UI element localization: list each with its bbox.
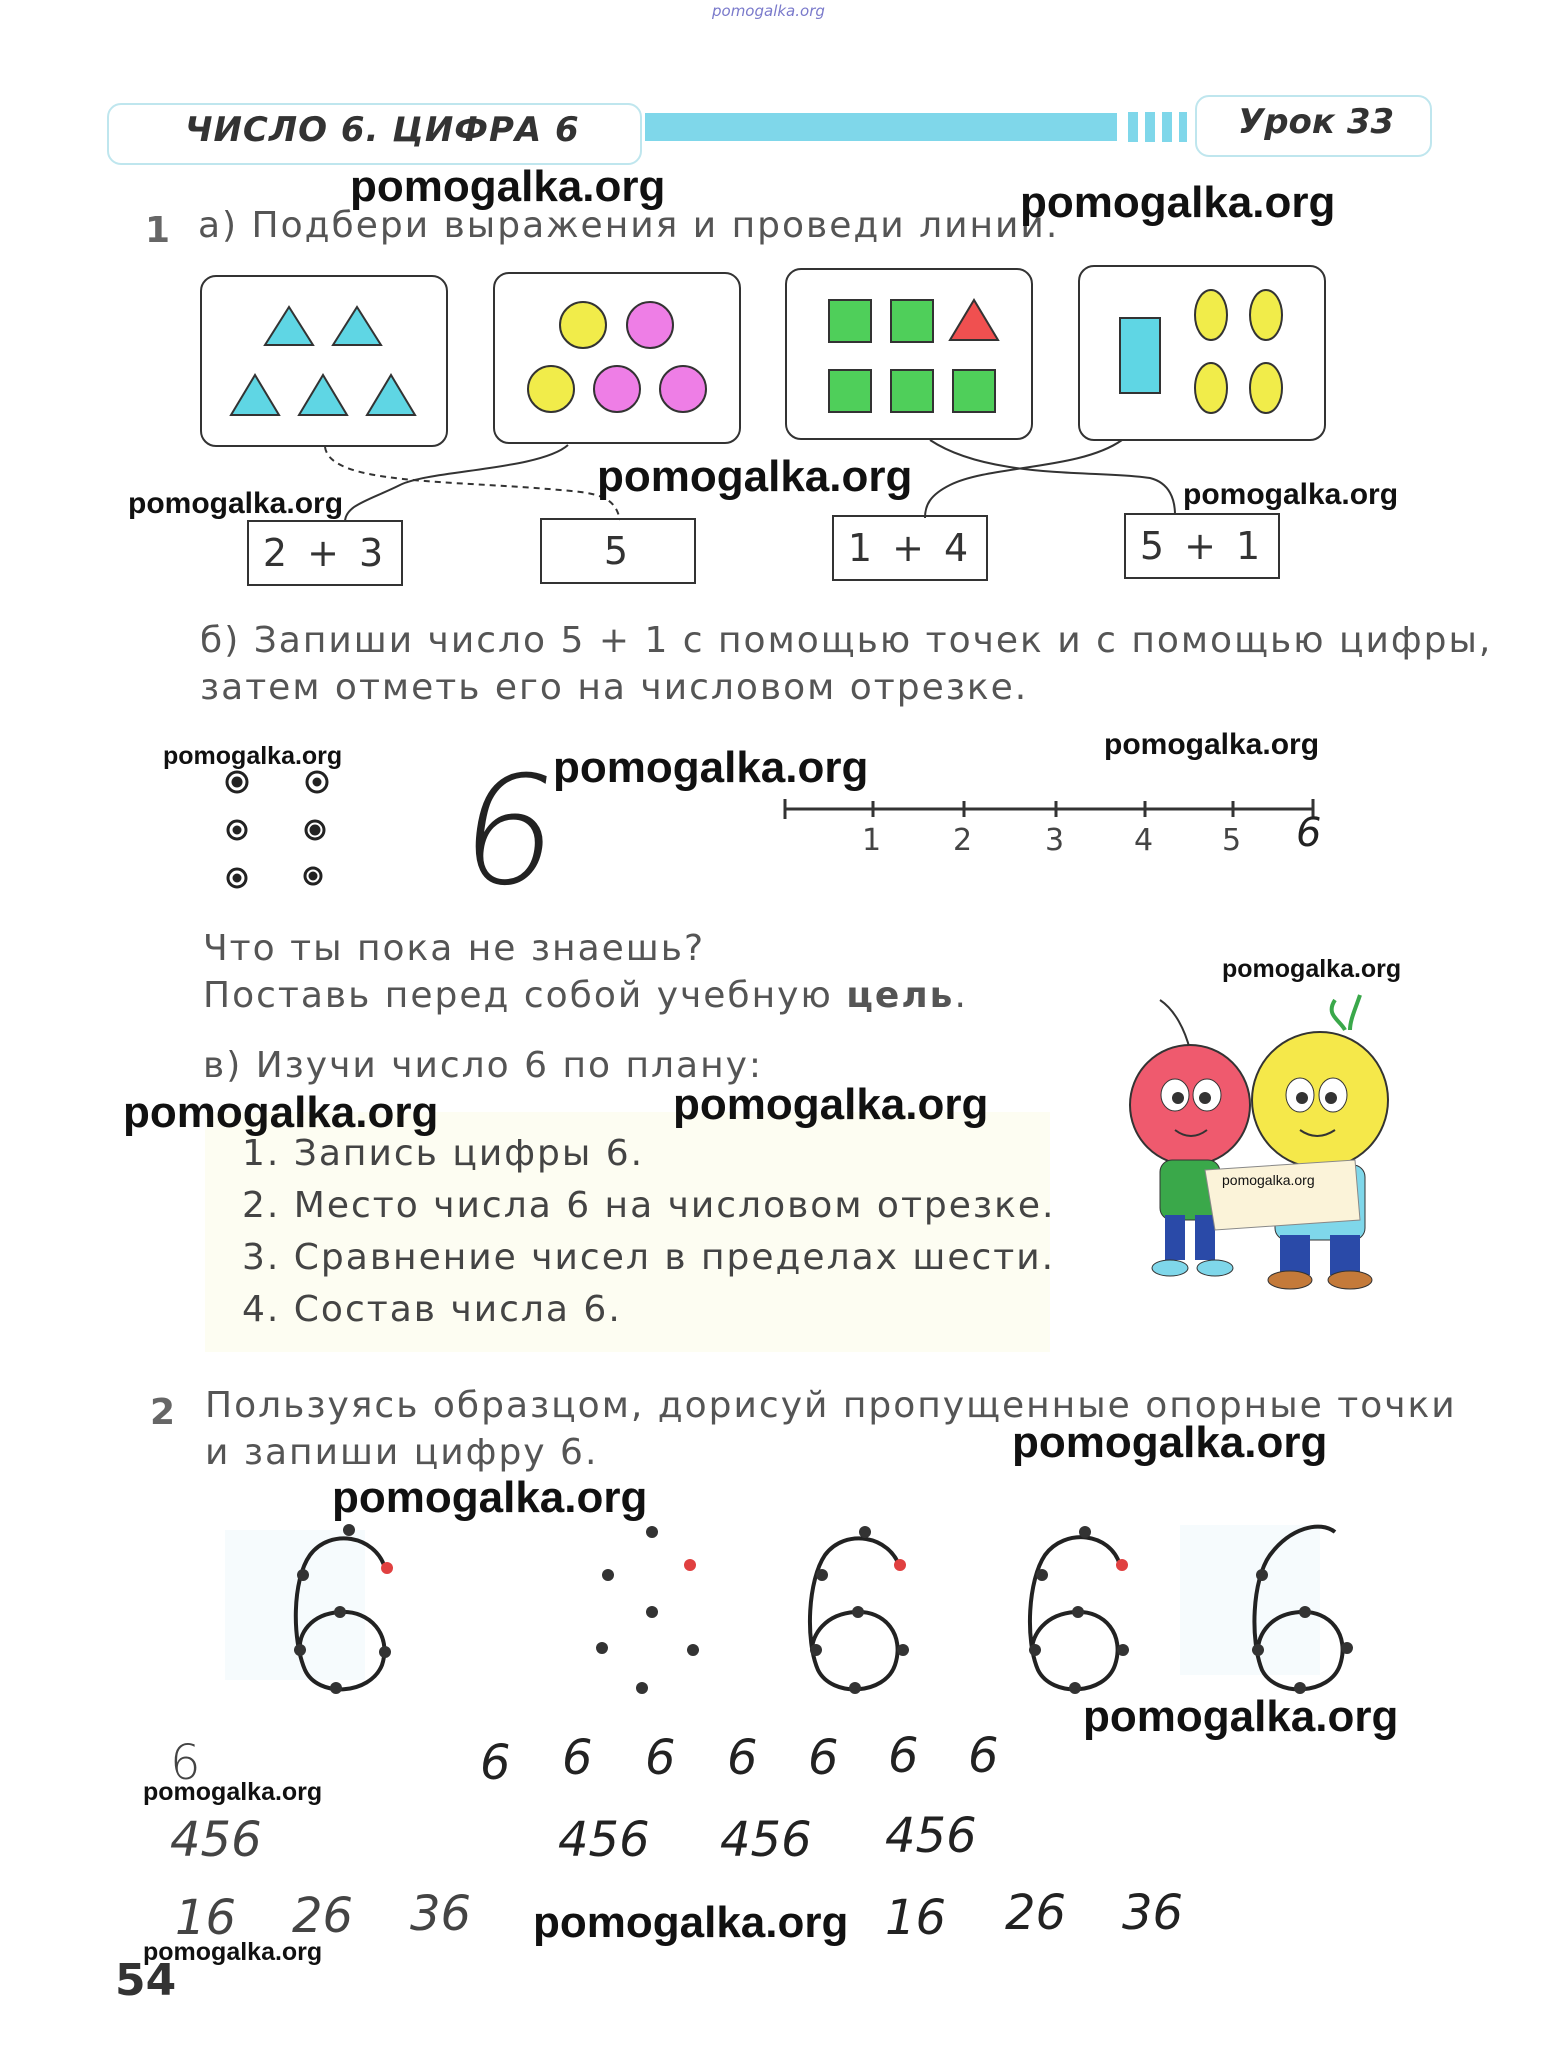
handwritten-six: 6 xyxy=(449,745,570,919)
expression-box: 1 + 4 xyxy=(832,515,988,581)
row2-number: 456 xyxy=(720,1812,812,1868)
row3-number: 26 xyxy=(1005,1885,1067,1941)
watermark: pomogalka.org xyxy=(163,742,343,770)
row3-sample: 26 xyxy=(292,1888,354,1944)
question-line2-text: Поставь перед собой учебную xyxy=(203,975,847,1016)
cartoon-characters-illustration xyxy=(1105,990,1415,1300)
task-1b-text-line2: затем отметь его на числовом отрезке. xyxy=(200,667,1029,708)
task-1-number: 1 xyxy=(145,210,171,251)
expression-box: 5 xyxy=(540,518,696,584)
row1-digit: 6 xyxy=(645,1730,676,1786)
task-1v-text: в) Изучи число 6 по плану: xyxy=(203,1045,764,1086)
goal-word: цель xyxy=(846,975,955,1016)
lesson-number: Урок 33 xyxy=(1238,102,1395,142)
row1-digit: 6 xyxy=(480,1735,511,1791)
watermark: pomogalka.org xyxy=(1012,1418,1328,1467)
row3-sample: 16 xyxy=(175,1890,237,1946)
row2-sample: 456 xyxy=(170,1812,262,1868)
watermark: pomogalka.org xyxy=(128,487,344,520)
number-line-answer: 6 xyxy=(1296,810,1322,856)
matching-lines xyxy=(0,0,1543,620)
question-line2-end: . xyxy=(954,975,968,1016)
row2-number: 456 xyxy=(885,1808,977,1864)
task-2-number: 2 xyxy=(150,1392,176,1433)
watermark: pomogalka.org xyxy=(1183,478,1399,511)
row1-digit: 6 xyxy=(968,1728,999,1784)
watermark: pomogalka.org xyxy=(533,1898,849,1947)
number-line-label: 5 xyxy=(1222,823,1242,858)
six-reference-patterns xyxy=(0,1510,1543,1710)
row1-digit: 6 xyxy=(888,1728,919,1784)
page-number: 54 xyxy=(115,1955,177,2006)
plan-item: 3. Сравнение чисел в пределах шести. xyxy=(242,1237,1056,1278)
watermark: pomogalka.org xyxy=(143,1778,323,1806)
task-2-text-line1: Пользуясь образцом, дорисуй пропущенные опорные точки xyxy=(205,1385,1457,1426)
drawn-dots-six xyxy=(215,760,335,900)
question-line2 xyxy=(203,975,968,1016)
row1-sample: 6 xyxy=(170,1735,201,1791)
row3-number: 36 xyxy=(1122,1885,1184,1941)
task-1b-text-line1: б) Запиши число 5 + 1 с помощью точек и с помощью цифры, xyxy=(200,620,1493,661)
watermark: pomogalka.org xyxy=(1222,955,1402,983)
watermark: pomogalka.org xyxy=(1020,178,1336,227)
top-site-mark: pomogalka.org xyxy=(712,2,825,20)
watermark: pomogalka.org xyxy=(597,452,913,501)
row3-sample: 36 xyxy=(410,1886,472,1942)
row1-digit: 6 xyxy=(808,1730,839,1786)
watermark: pomogalka.org xyxy=(1104,728,1320,761)
expression-box: 5 + 1 xyxy=(1124,513,1280,579)
row1-digit: 6 xyxy=(562,1730,593,1786)
number-line-label: 1 xyxy=(862,823,882,858)
row3-number: 16 xyxy=(885,1890,947,1946)
watermark: pomogalka.org xyxy=(553,743,869,792)
watermark: pomogalka.org xyxy=(673,1080,989,1129)
row2-number: 456 xyxy=(558,1812,650,1868)
watermark: pomogalka.org xyxy=(143,1938,323,1966)
plan-item: 1. Запись цифры 6. xyxy=(242,1133,645,1174)
row1-digit: 6 xyxy=(727,1730,758,1786)
number-line-label: 3 xyxy=(1045,823,1065,858)
plan-item: 4. Состав числа 6. xyxy=(242,1289,622,1330)
watermark: pomogalka.org xyxy=(1222,1172,1315,1188)
watermark: pomogalka.org xyxy=(1083,1692,1399,1741)
expression-box: 2 + 3 xyxy=(247,520,403,586)
plan-item: 2. Место числа 6 на числовом отрезке. xyxy=(242,1185,1056,1226)
task-2-text-line2: и запиши цифру 6. xyxy=(205,1432,599,1473)
watermark: pomogalka.org xyxy=(332,1473,648,1522)
task-1a-text: а) Подбери выражения и проведи линии. xyxy=(198,205,1060,246)
watermark: pomogalka.org xyxy=(350,162,666,211)
question-line1: Что ты пока не знаешь? xyxy=(203,928,706,969)
number-line-label: 4 xyxy=(1134,823,1154,858)
page-title: ЧИСЛО 6. ЦИФРА 6 xyxy=(185,110,580,150)
number-line-label: 2 xyxy=(953,823,973,858)
watermark: pomogalka.org xyxy=(123,1088,439,1137)
